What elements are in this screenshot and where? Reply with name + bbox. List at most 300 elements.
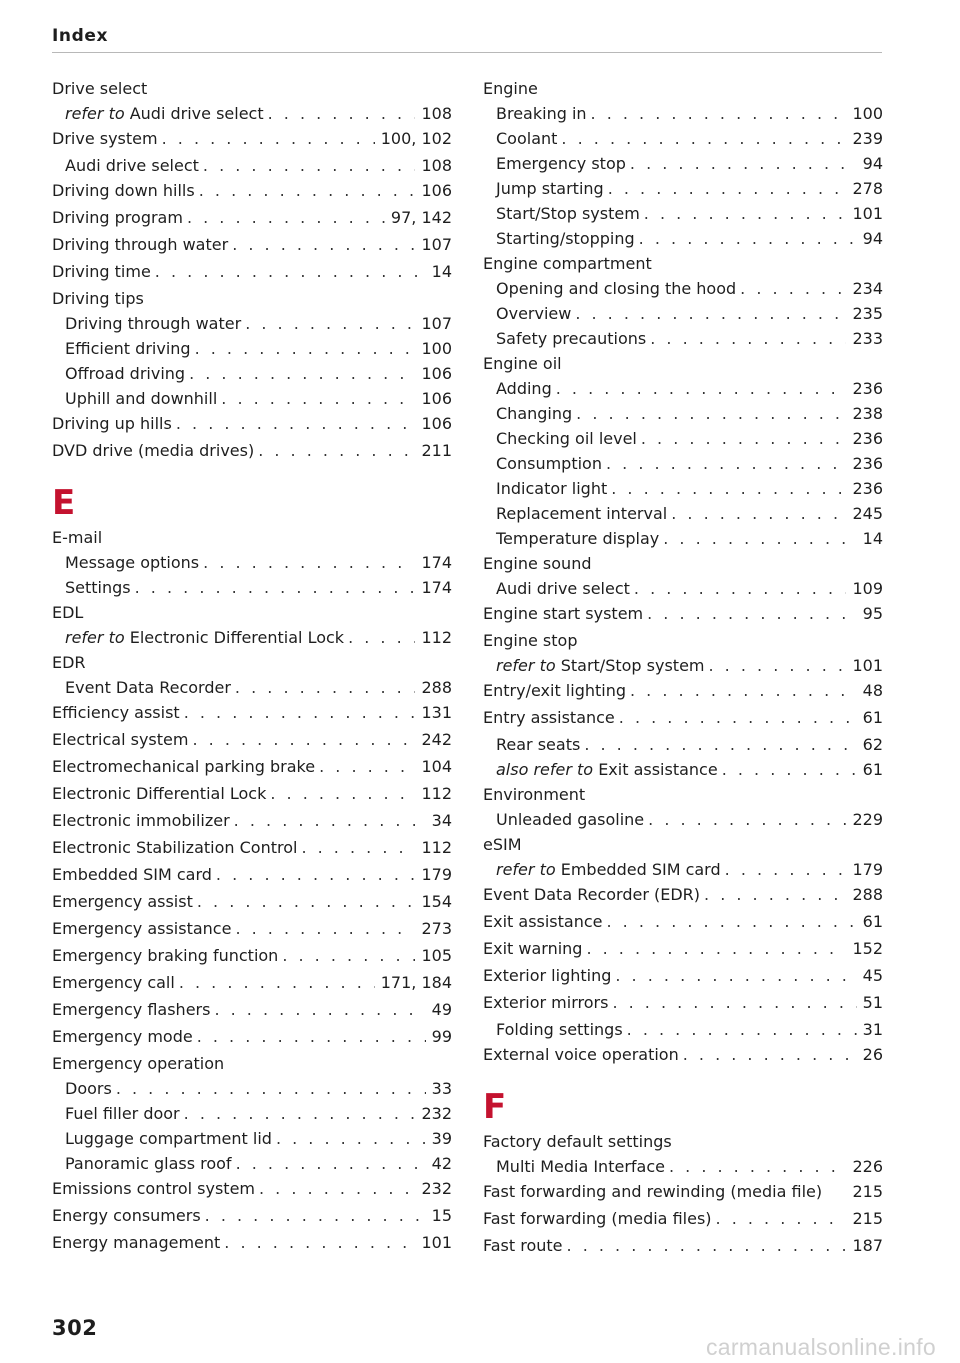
entry-text: Driving time bbox=[52, 262, 151, 281]
page-reference: 112 bbox=[421, 838, 452, 857]
dot-leader bbox=[216, 863, 416, 887]
section-letter-e: E bbox=[52, 483, 76, 523]
dot-leader bbox=[575, 302, 846, 326]
index-subentry-audi-drive-select bbox=[52, 102, 452, 127]
page-reference: 234 bbox=[852, 279, 883, 298]
index-column-left bbox=[52, 77, 452, 1258]
entry-text: Changing bbox=[496, 404, 573, 423]
index-entry-edl bbox=[52, 601, 452, 626]
entry-label bbox=[52, 439, 254, 463]
cross-reference-prefix: refer to bbox=[65, 104, 125, 123]
entry-label bbox=[65, 337, 191, 361]
entry-label bbox=[52, 782, 266, 806]
index-entry-esim bbox=[483, 833, 883, 858]
entry-text: Unleaded gasoline bbox=[496, 810, 645, 829]
index-subentry-panoramic-glass-roof bbox=[52, 1152, 452, 1177]
entry-text: Emergency stop bbox=[496, 154, 626, 173]
index-entry-electronic-stabilization-control bbox=[52, 836, 452, 863]
entry-text: Folding settings bbox=[496, 1020, 623, 1039]
entry-text: Driving down hills bbox=[52, 181, 195, 200]
dot-leader bbox=[205, 1204, 426, 1228]
page-reference: 100, 102 bbox=[380, 129, 452, 148]
entry-label bbox=[52, 1177, 255, 1201]
dot-leader bbox=[556, 377, 847, 401]
index-subentry-folding-settings bbox=[483, 1018, 883, 1043]
index-entry-driving-time bbox=[52, 260, 452, 287]
page-reference: 236 bbox=[852, 454, 883, 473]
index-subentry-multi-media-interface bbox=[483, 1155, 883, 1180]
index-entry-e-mail bbox=[52, 526, 452, 551]
entry-label bbox=[65, 576, 131, 600]
entry-label bbox=[496, 452, 602, 476]
entry-text: Emergency call bbox=[52, 973, 175, 992]
entry-text: Exit assistance bbox=[598, 760, 718, 779]
entry-label bbox=[483, 910, 603, 934]
entry-text: Entry/exit lighting bbox=[483, 681, 626, 700]
entry-label: Environment bbox=[483, 785, 586, 804]
index-entry-efficiency-assist bbox=[52, 701, 452, 728]
entry-text: Entry assistance bbox=[483, 708, 615, 727]
index-subentry-uphill-and-downhill bbox=[52, 387, 452, 412]
dot-leader bbox=[259, 1177, 415, 1201]
page-reference: 106 bbox=[421, 181, 452, 200]
entry-label bbox=[483, 991, 608, 1015]
index-subentry-audi-drive-select bbox=[52, 154, 452, 179]
dot-leader bbox=[235, 917, 415, 941]
dot-leader bbox=[627, 1018, 857, 1042]
index-subentry-checking-oil-level bbox=[483, 427, 883, 452]
entry-text: Exterior lighting bbox=[483, 966, 612, 985]
entry-text: Emergency flashers bbox=[52, 1000, 211, 1019]
dot-leader bbox=[709, 654, 847, 678]
page-reference: 61 bbox=[862, 912, 883, 931]
index-entry-driving-tips bbox=[52, 287, 452, 312]
index-subentry-rear-seats bbox=[483, 733, 883, 758]
page-reference: 171, 184 bbox=[380, 973, 452, 992]
dot-leader bbox=[725, 858, 847, 882]
index-subentry-jump-starting bbox=[483, 177, 883, 202]
dot-leader bbox=[716, 1207, 847, 1231]
dot-leader bbox=[648, 808, 846, 832]
index-subentry-offroad-driving bbox=[52, 362, 452, 387]
entry-label bbox=[483, 1043, 679, 1067]
index-subentry-temperature-display bbox=[483, 527, 883, 552]
page-reference: 179 bbox=[852, 860, 883, 879]
page-reference: 239 bbox=[852, 129, 883, 148]
entry-text: Replacement interval bbox=[496, 504, 668, 523]
index-entry-edr bbox=[52, 651, 452, 676]
page-reference: 108 bbox=[421, 156, 452, 175]
dot-leader bbox=[189, 362, 415, 386]
entry-label bbox=[496, 102, 587, 126]
index-entry-external-voice-operation bbox=[483, 1043, 883, 1070]
page-reference: 107 bbox=[421, 235, 452, 254]
page-reference: 14 bbox=[862, 529, 883, 548]
entry-label bbox=[52, 412, 172, 436]
page-reference: 215 bbox=[852, 1182, 883, 1201]
index-subentry-event-data-recorder bbox=[52, 676, 452, 701]
entry-label: EDL bbox=[52, 603, 84, 622]
entry-label bbox=[483, 602, 643, 626]
page-reference: 14 bbox=[431, 262, 452, 281]
page-reference: 236 bbox=[852, 479, 883, 498]
index-entry-emergency-call bbox=[52, 971, 452, 998]
entry-label bbox=[496, 527, 659, 551]
index-subentry-indicator-light bbox=[483, 477, 883, 502]
entry-text: Exterior mirrors bbox=[483, 993, 609, 1012]
page-reference: 99 bbox=[431, 1027, 452, 1046]
index-entry-engine-sound bbox=[483, 552, 883, 577]
index-subentry-safety-precautions bbox=[483, 327, 883, 352]
entry-label bbox=[496, 152, 626, 176]
entry-label: Engine bbox=[483, 79, 538, 98]
dot-leader bbox=[195, 337, 416, 361]
page-reference: 109 bbox=[852, 579, 883, 598]
entry-label bbox=[483, 1207, 712, 1231]
dot-leader bbox=[348, 626, 415, 650]
entry-text: External voice operation bbox=[483, 1045, 679, 1064]
page-reference: 233 bbox=[852, 329, 883, 348]
dot-leader bbox=[235, 676, 416, 700]
index-entry-environment bbox=[483, 783, 883, 808]
page-reference: 238 bbox=[852, 404, 883, 423]
page-reference: 95 bbox=[862, 604, 883, 623]
entry-text: Fuel filler door bbox=[65, 1104, 180, 1123]
entry-text: Electrical system bbox=[52, 730, 189, 749]
page-reference: 236 bbox=[852, 379, 883, 398]
dot-leader bbox=[644, 202, 847, 226]
entry-label bbox=[496, 1155, 665, 1179]
dot-leader bbox=[232, 233, 415, 257]
entry-text: Safety precautions bbox=[496, 329, 647, 348]
index-subentry-replacement-interval bbox=[483, 502, 883, 527]
index-entry-driving-down-hills bbox=[52, 179, 452, 206]
entry-text: Energy management bbox=[52, 1233, 221, 1252]
dot-leader bbox=[641, 427, 847, 451]
entry-text: Emergency mode bbox=[52, 1027, 193, 1046]
entry-text: Adding bbox=[496, 379, 552, 398]
index-entry-engine bbox=[483, 77, 883, 102]
dot-leader bbox=[663, 527, 856, 551]
index-entry-driving-up-hills bbox=[52, 412, 452, 439]
page-reference: 179 bbox=[421, 865, 452, 884]
page-reference: 106 bbox=[421, 364, 452, 383]
entry-label bbox=[483, 679, 626, 703]
index-entry-exit-assistance bbox=[483, 910, 883, 937]
page-reference: 51 bbox=[862, 993, 883, 1012]
index-subentry-starting-stopping bbox=[483, 227, 883, 252]
dot-leader bbox=[619, 706, 857, 730]
entry-text: Message options bbox=[65, 553, 200, 572]
entry-label bbox=[483, 883, 700, 907]
entry-text: Event Data Recorder (EDR) bbox=[483, 885, 701, 904]
entry-text: Audi drive select bbox=[129, 104, 264, 123]
dot-leader bbox=[268, 102, 416, 126]
entry-label bbox=[496, 127, 557, 151]
dot-leader bbox=[258, 439, 415, 463]
entry-text: Fast route bbox=[483, 1236, 563, 1255]
dot-leader bbox=[615, 964, 856, 988]
index-subentry-start-stop-system bbox=[483, 202, 883, 227]
page-reference: 101 bbox=[421, 1233, 452, 1252]
entry-label bbox=[52, 890, 193, 914]
dot-leader bbox=[606, 452, 846, 476]
entry-label bbox=[52, 179, 195, 203]
entry-label bbox=[496, 277, 736, 301]
entry-text: Offroad driving bbox=[65, 364, 186, 383]
entry-label: Engine sound bbox=[483, 554, 592, 573]
index-subentry-changing bbox=[483, 402, 883, 427]
entry-text: Emergency braking function bbox=[52, 946, 279, 965]
page-reference: 215 bbox=[852, 1209, 883, 1228]
page-reference: 108 bbox=[421, 104, 452, 123]
dot-leader bbox=[630, 679, 857, 703]
entry-label bbox=[52, 206, 183, 230]
dot-leader bbox=[236, 1152, 426, 1176]
dot-leader bbox=[197, 1025, 426, 1049]
index-entry-entry-assistance bbox=[483, 706, 883, 733]
page-reference: 97, 142 bbox=[390, 208, 452, 227]
entry-label bbox=[496, 577, 630, 601]
entry-label bbox=[52, 998, 210, 1022]
entry-label bbox=[52, 755, 315, 779]
entry-text: Starting/stopping bbox=[496, 229, 635, 248]
dot-leader bbox=[722, 758, 857, 782]
page-reference: 174 bbox=[421, 578, 452, 597]
page-reference: 152 bbox=[852, 939, 883, 958]
entry-text: Breaking in bbox=[496, 104, 587, 123]
entry-text: Uphill and downhill bbox=[65, 389, 218, 408]
index-entry-drive-select bbox=[52, 77, 452, 102]
entry-label bbox=[483, 1180, 822, 1204]
entry-text: Multi Media Interface bbox=[496, 1157, 665, 1176]
index-subentry-start-stop-system bbox=[483, 654, 883, 679]
index-subentry-driving-through-water bbox=[52, 312, 452, 337]
index-subentry-coolant bbox=[483, 127, 883, 152]
entry-label bbox=[65, 312, 241, 336]
index-subentry-fuel-filler-door bbox=[52, 1102, 452, 1127]
page-reference: 288 bbox=[421, 678, 452, 697]
index-subentry-electronic-differential-lock bbox=[52, 626, 452, 651]
dot-leader bbox=[203, 551, 415, 575]
entry-label bbox=[483, 706, 615, 730]
page-reference: 39 bbox=[431, 1129, 452, 1148]
entry-text: Jump starting bbox=[496, 179, 604, 198]
index-entry-fast-forwarding-media-files bbox=[483, 1207, 883, 1234]
cross-reference-prefix: refer to bbox=[496, 656, 556, 675]
index-entry-energy-management bbox=[52, 1231, 452, 1258]
section-letter-f: F bbox=[483, 1087, 507, 1127]
entry-label bbox=[65, 1102, 180, 1126]
dot-leader bbox=[567, 1234, 847, 1258]
dot-leader bbox=[203, 154, 416, 178]
dot-leader bbox=[135, 576, 416, 600]
dot-leader bbox=[192, 728, 415, 752]
entry-text: Doors bbox=[65, 1079, 112, 1098]
page-reference: 62 bbox=[862, 735, 883, 754]
watermark: carmanualsonline.info bbox=[705, 1334, 936, 1360]
entry-label: Engine compartment bbox=[483, 254, 652, 273]
index-subentry-doors bbox=[52, 1077, 452, 1102]
entry-label bbox=[496, 1018, 623, 1042]
entry-text: Electronic Differential Lock bbox=[129, 628, 345, 647]
index-entry-emergency-assistance bbox=[52, 917, 452, 944]
index-entry-emergency-operation bbox=[52, 1052, 452, 1077]
entry-label bbox=[496, 202, 640, 226]
dot-leader bbox=[319, 755, 415, 779]
page-reference: 100 bbox=[421, 339, 452, 358]
dot-leader bbox=[179, 971, 375, 995]
index-subentry-efficient-driving bbox=[52, 337, 452, 362]
page-reference: 34 bbox=[431, 811, 452, 830]
index-entry-engine-stop bbox=[483, 629, 883, 654]
entry-text: Efficiency assist bbox=[52, 703, 180, 722]
page-reference: 131 bbox=[421, 703, 452, 722]
dot-leader bbox=[611, 477, 846, 501]
dot-leader bbox=[282, 944, 415, 968]
page-reference: 107 bbox=[421, 314, 452, 333]
entry-text: Efficient driving bbox=[65, 339, 191, 358]
index-entry-drive-system bbox=[52, 127, 452, 154]
entry-text: Driving through water bbox=[52, 235, 229, 254]
index-subentry-emergency-stop bbox=[483, 152, 883, 177]
index-entry-emissions-control-system bbox=[52, 1177, 452, 1204]
entry-text: Driving through water bbox=[65, 314, 242, 333]
entry-text: Embedded SIM card bbox=[560, 860, 721, 879]
entry-label bbox=[496, 808, 644, 832]
entry-text: Settings bbox=[65, 578, 131, 597]
index-subentry-overview bbox=[483, 302, 883, 327]
entry-text: DVD drive (media drives) bbox=[52, 441, 255, 460]
entry-label bbox=[52, 701, 180, 725]
entry-text: Coolant bbox=[496, 129, 558, 148]
entry-label bbox=[52, 1204, 201, 1228]
entry-label bbox=[65, 1152, 232, 1176]
page-reference: 273 bbox=[421, 919, 452, 938]
dot-leader bbox=[607, 910, 857, 934]
entry-label bbox=[65, 676, 231, 700]
dot-leader bbox=[199, 179, 416, 203]
dot-leader bbox=[155, 260, 426, 284]
entry-text: Energy consumers bbox=[52, 1206, 201, 1225]
entry-label bbox=[496, 758, 718, 782]
page-reference: 112 bbox=[421, 628, 452, 647]
index-subentry-breaking-in bbox=[483, 102, 883, 127]
index-subentry-message-options bbox=[52, 551, 452, 576]
entry-label bbox=[496, 427, 637, 451]
entry-label bbox=[496, 177, 604, 201]
entry-label bbox=[52, 1025, 193, 1049]
index-subentry-luggage-compartment-lid bbox=[52, 1127, 452, 1152]
entry-text: Luggage compartment lid bbox=[65, 1129, 272, 1148]
entry-label bbox=[483, 964, 611, 988]
entry-label bbox=[52, 260, 151, 284]
entry-text: Exit warning bbox=[483, 939, 583, 958]
entry-label bbox=[52, 971, 175, 995]
index-subentry-adding bbox=[483, 377, 883, 402]
entry-text: Emissions control system bbox=[52, 1179, 255, 1198]
dot-leader bbox=[586, 937, 846, 961]
entry-label bbox=[52, 944, 278, 968]
entry-text: Temperature display bbox=[496, 529, 660, 548]
entry-label bbox=[52, 728, 188, 752]
page-reference: 112 bbox=[421, 784, 452, 803]
index-entry-emergency-braking-function bbox=[52, 944, 452, 971]
page-reference: 245 bbox=[852, 504, 883, 523]
entry-text: Electronic Stabilization Control bbox=[52, 838, 298, 857]
dot-leader bbox=[584, 733, 856, 757]
index-column-right bbox=[483, 77, 883, 1261]
page-reference: 61 bbox=[862, 708, 883, 727]
entry-text: Opening and closing the hood bbox=[496, 279, 737, 298]
page-reference: 106 bbox=[421, 414, 452, 433]
page-reference: 104 bbox=[421, 757, 452, 776]
index-entry-emergency-assist bbox=[52, 890, 452, 917]
cross-reference-prefix: refer to bbox=[65, 628, 125, 647]
page-reference: 229 bbox=[852, 810, 883, 829]
dot-leader bbox=[576, 402, 846, 426]
entry-text: Overview bbox=[496, 304, 572, 323]
dot-leader bbox=[116, 1077, 426, 1101]
index-entry-electronic-immobilizer bbox=[52, 809, 452, 836]
page-reference: 26 bbox=[862, 1045, 883, 1064]
entry-label: Driving tips bbox=[52, 289, 144, 308]
dot-leader bbox=[671, 502, 846, 526]
entry-text: Drive system bbox=[52, 129, 158, 148]
dot-leader bbox=[276, 1127, 426, 1151]
page-number: 302 bbox=[52, 1316, 98, 1340]
page-reference: 61 bbox=[862, 760, 883, 779]
entry-text: Emergency assist bbox=[52, 892, 193, 911]
entry-text: Indicator light bbox=[496, 479, 608, 498]
index-entry-energy-consumers bbox=[52, 1204, 452, 1231]
entry-label bbox=[483, 937, 582, 961]
entry-label bbox=[52, 1231, 220, 1255]
page-reference: 45 bbox=[862, 966, 883, 985]
entry-label: Drive select bbox=[52, 79, 148, 98]
page-reference: 106 bbox=[421, 389, 452, 408]
entry-text: Audi drive select bbox=[496, 579, 630, 598]
dot-leader bbox=[740, 277, 846, 301]
page-reference: 235 bbox=[852, 304, 883, 323]
dot-leader bbox=[612, 991, 856, 1015]
index-subentry-embedded-sim-card bbox=[483, 858, 883, 883]
entry-text: Electronic Differential Lock bbox=[52, 784, 267, 803]
page-reference: 236 bbox=[852, 429, 883, 448]
page-reference: 174 bbox=[421, 553, 452, 572]
dot-leader bbox=[214, 998, 425, 1022]
page-reference: 48 bbox=[862, 681, 883, 700]
dot-leader bbox=[647, 602, 857, 626]
page-reference: 288 bbox=[852, 885, 883, 904]
page-reference: 94 bbox=[862, 154, 883, 173]
dot-leader bbox=[221, 387, 415, 411]
entry-label bbox=[52, 917, 231, 941]
entry-text: Embedded SIM card bbox=[52, 865, 212, 884]
index-entry-electrical-system bbox=[52, 728, 452, 755]
page-reference: 211 bbox=[421, 441, 452, 460]
index-subentry-settings bbox=[52, 576, 452, 601]
page-reference: 187 bbox=[852, 1236, 883, 1255]
entry-text: Audi drive select bbox=[65, 156, 199, 175]
entry-label: Engine oil bbox=[483, 354, 562, 373]
entry-text: Consumption bbox=[496, 454, 602, 473]
entry-text: Start/Stop system bbox=[496, 204, 640, 223]
entry-text: Panoramic glass roof bbox=[65, 1154, 232, 1173]
index-subentry-consumption bbox=[483, 452, 883, 477]
dot-leader bbox=[234, 809, 426, 833]
page-reference: 94 bbox=[862, 229, 883, 248]
